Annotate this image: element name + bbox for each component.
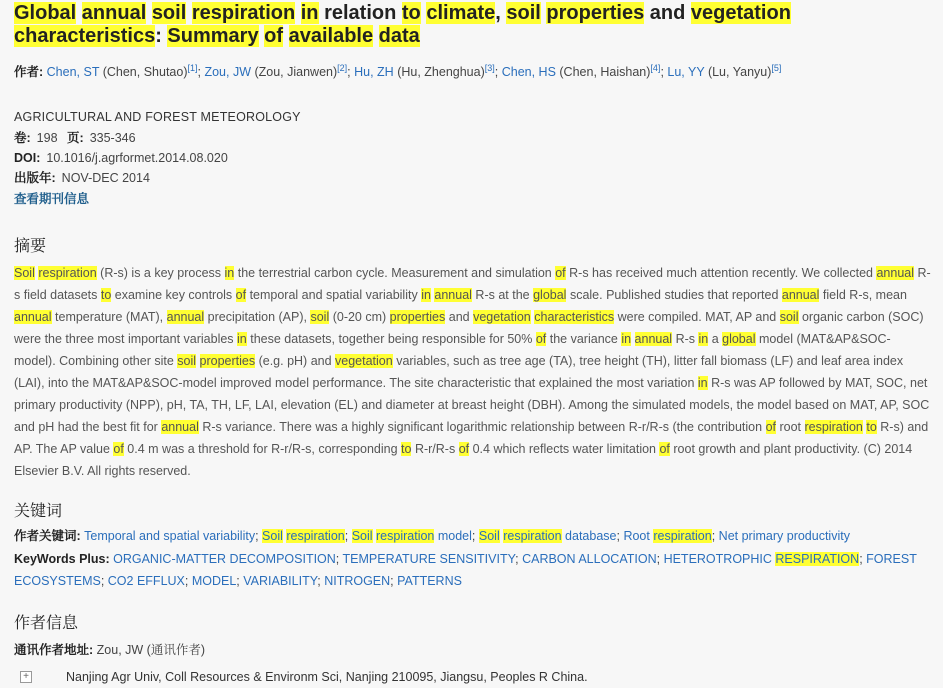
author-ref-link[interactable]: [5]	[771, 63, 782, 73]
highlighted-term: respiration	[286, 529, 345, 543]
text-run: model (MAT&AP&SOC-model). Combining other site	[14, 332, 891, 368]
date-label: 出版年:	[14, 171, 56, 185]
highlighted-term: data	[378, 25, 420, 47]
doi-row	[14, 148, 929, 168]
text-run	[146, 2, 152, 24]
highlighted-term: respiration	[38, 266, 97, 280]
highlighted-term: characteristics	[14, 25, 156, 47]
author-full-name: (Hu, Zhenghua)	[393, 65, 485, 79]
highlighted-term: properties	[389, 310, 446, 324]
highlighted-term: of	[555, 266, 566, 280]
author-full-name: (Lu, Yanyu)	[704, 65, 772, 79]
text-run: and	[445, 310, 474, 324]
text-run: R-s has received much attention recently. We collected	[565, 266, 877, 280]
highlighted-term: vegetation	[690, 2, 791, 24]
authors-line	[14, 64, 929, 80]
text-run: scale. Published studies that reported	[566, 288, 782, 302]
separator: ;	[344, 529, 352, 543]
separator: ;	[317, 574, 325, 588]
text-run: HETEROTROPHIC	[663, 552, 776, 566]
keyword-link[interactable]	[343, 552, 516, 566]
text-run	[186, 2, 192, 24]
separator: ;	[347, 65, 355, 79]
volume-label: 卷:	[14, 131, 31, 145]
text-run: organic carbon (SOC) were the three most important variables	[14, 310, 924, 346]
text-run: (0-20 cm)	[329, 310, 390, 324]
highlighted-term: of	[535, 332, 547, 346]
text-run: the variance	[546, 332, 622, 346]
reprint-value: Zou, JW (通讯作者)	[96, 643, 205, 657]
text-run: database	[561, 529, 617, 543]
address-text: Nanjing Agr Univ, Coll Resources & Environm Sci, Nanjing 210095, Jiangsu, Peoples R China.	[66, 670, 588, 684]
highlighted-term: characteristics	[534, 310, 615, 324]
highlighted-term: global	[722, 332, 756, 346]
highlighted-term: respiration	[653, 529, 712, 543]
highlighted-term: annual	[14, 310, 52, 324]
text-run: (e.g. pH) and	[255, 354, 336, 368]
highlighted-term: Global	[14, 2, 77, 24]
publication-meta	[14, 128, 929, 188]
text-run: Net primary productivity	[718, 529, 850, 543]
highlighted-term: respiration	[503, 529, 562, 543]
highlighted-term: soil	[177, 354, 197, 368]
separator: ;	[656, 552, 664, 566]
text-run: VARIABILITY	[243, 574, 318, 588]
separator: ;	[184, 574, 192, 588]
author-ref-link[interactable]: [2]	[337, 63, 348, 73]
text-run: Root	[623, 529, 654, 543]
view-journal-link[interactable]: 查看期刊信息	[14, 192, 90, 206]
separator: ;	[255, 529, 263, 543]
highlighted-term: soil	[506, 2, 541, 24]
highlighted-term: in	[224, 266, 235, 280]
keyword-link[interactable]	[84, 529, 255, 543]
keywords-plus-row	[14, 548, 929, 592]
keyword-link[interactable]	[113, 552, 336, 566]
reprint-label: 通讯作者地址:	[14, 643, 94, 657]
highlighted-term: in	[698, 332, 709, 346]
journal-name: AGRICULTURAL AND FOREST METEOROLOGY	[14, 110, 301, 124]
author-link[interactable]: Chen, ST	[46, 65, 100, 79]
volume-row	[14, 128, 929, 148]
text-run: R-s	[672, 332, 699, 346]
author-full-name: (Chen, Shutao)	[99, 65, 188, 79]
highlighted-term: in	[421, 288, 431, 302]
separator: ;	[515, 552, 523, 566]
volume-value: 198	[36, 131, 58, 145]
date-row	[14, 168, 929, 188]
authors-list	[47, 65, 782, 79]
text-run: Temporal and spatial variability	[84, 529, 256, 543]
text-run: R-s at the	[471, 288, 534, 302]
text-run: root growth and plant productivity. (C) 2014 Elsevier B.V. All rights reserved.	[14, 442, 913, 478]
separator: ;	[100, 574, 108, 588]
author-link[interactable]: Hu, ZH	[354, 65, 394, 79]
text-run: R-s variance. There was a highly significant logarithmic relationship between R-r/R-s (the contribution	[198, 420, 766, 434]
highlighted-term: Soil	[478, 529, 500, 543]
highlighted-term: available	[288, 25, 374, 47]
separator: ;	[197, 65, 205, 79]
separator: ;	[494, 65, 502, 79]
highlighted-term: to	[401, 2, 421, 24]
text-run: R-s field datasets	[14, 266, 931, 302]
text-run: :	[155, 25, 168, 47]
address-row	[14, 670, 929, 684]
highlighted-term: in	[621, 332, 632, 346]
separator: ;	[859, 552, 867, 566]
highlighted-term: RESPIRATION	[775, 552, 860, 566]
text-run: 0.4 which reflects water limitation	[469, 442, 660, 456]
text-run: model	[434, 529, 472, 543]
keywords-plus-label: KeyWords Plus:	[14, 552, 110, 566]
highlighted-term: soil	[151, 2, 187, 24]
highlighted-term: vegetation	[473, 310, 531, 324]
keyword-link[interactable]	[719, 529, 850, 543]
text-run: relation	[318, 2, 402, 24]
highlighted-term: of	[765, 420, 776, 434]
text-run	[196, 354, 199, 368]
keyword-link[interactable]	[108, 574, 185, 588]
highlighted-term: to	[866, 420, 877, 434]
separator: ;	[390, 574, 398, 588]
text-run: ,	[495, 2, 507, 24]
separator: ;	[711, 529, 719, 543]
highlighted-term: to	[100, 288, 112, 302]
text-run: R-s) and AP. The AP value	[14, 420, 929, 456]
highlighted-term: annual	[161, 420, 199, 434]
highlighted-term: vegetation	[335, 354, 393, 368]
keyword-link[interactable]	[243, 574, 317, 588]
author-keywords-label: 作者关键词:	[14, 529, 81, 543]
highlighted-term: annual	[81, 2, 147, 24]
separator: ;	[471, 529, 479, 543]
text-run	[283, 25, 289, 47]
author-full-name: (Chen, Haishan)	[555, 65, 651, 79]
author-link[interactable]: Lu, YY	[667, 65, 705, 79]
text-run: NITROGEN	[324, 574, 391, 588]
author-link[interactable]: Zou, JW	[204, 65, 251, 79]
text-run: CO2 EFFLUX	[107, 574, 185, 588]
text-run: were compiled. MAT, AP and	[614, 310, 780, 324]
highlighted-term: soil	[310, 310, 330, 324]
text-run	[373, 25, 379, 47]
highlighted-term: properties	[199, 354, 256, 368]
reprint-address-row	[14, 640, 929, 658]
highlighted-term: annual	[876, 266, 915, 280]
author-link[interactable]: Chen, HS	[501, 65, 556, 79]
text-run: precipitation (AP),	[204, 310, 311, 324]
text-run: R-r/R-s	[411, 442, 459, 456]
author-ref-link[interactable]: [3]	[484, 63, 495, 73]
text-run: a	[708, 332, 723, 346]
highlighted-term: respiration	[191, 2, 296, 24]
text-run: temporal and spatial variability	[246, 288, 422, 302]
text-run: the terrestrial carbon cycle. Measurement and simulation	[234, 266, 556, 280]
separator: ;	[616, 529, 624, 543]
highlighted-term: annual	[781, 288, 820, 302]
highlighted-term: to	[401, 442, 412, 456]
author-full-name: (Zou, Jianwen)	[251, 65, 338, 79]
keyword-link[interactable]	[352, 529, 472, 543]
highlighted-term: climate	[426, 2, 496, 24]
keyword-link[interactable]	[623, 529, 711, 543]
highlighted-term: respiration	[804, 420, 863, 434]
pages-label: 页:	[67, 131, 84, 145]
highlighted-term: of	[458, 442, 470, 456]
separator: ;	[236, 574, 244, 588]
doi-label: DOI:	[14, 151, 41, 165]
article-title	[14, 0, 929, 48]
highlighted-term: in	[697, 376, 708, 390]
text-run: root	[776, 420, 805, 434]
keyword-link[interactable]	[479, 529, 617, 543]
text-run	[295, 2, 301, 24]
text-run	[76, 2, 82, 24]
keyword-link[interactable]	[262, 529, 345, 543]
abstract-heading: 摘要	[14, 238, 47, 255]
highlighted-term: of	[235, 288, 247, 302]
highlighted-term: of	[113, 442, 124, 456]
highlighted-term: Soil	[262, 529, 283, 543]
highlighted-term: of	[659, 442, 670, 456]
text-run: examine key controls	[111, 288, 236, 302]
text-run: TEMPERATURE SENSITIVITY	[342, 552, 516, 566]
text-run: 0.4 m was a threshold for R-r/R-s, corresponding	[123, 442, 402, 456]
keyword-link[interactable]	[397, 574, 462, 588]
text-run: temperature (MAT),	[51, 310, 167, 324]
highlighted-term: global	[533, 288, 567, 302]
doi-value: 10.1016/j.agrformet.2014.08.020	[46, 151, 228, 165]
highlighted-term: Soil	[351, 529, 373, 543]
text-run: MODEL	[191, 574, 237, 588]
separator: ;	[335, 552, 343, 566]
text-run: R-s was AP followed by MAT, SOC, net primary productivity (NPP), pH, TA, TH, LF, LAI, elevation (EL) and diameter at breast height (DBH). Among the simulated models, the model based on MAT, AP, SOC and pH had the best fit for	[14, 376, 930, 434]
text-run: these datasets, together being responsible for 50%	[246, 332, 536, 346]
text-run: PATTERNS	[397, 574, 462, 588]
text-run: field R-s, mean	[819, 288, 907, 302]
pages-value: 335-346	[89, 131, 136, 145]
text-run: (R-s) is a key process	[96, 266, 225, 280]
highlighted-term: annual	[434, 288, 472, 302]
author-keywords-list	[84, 529, 850, 543]
author-ref-link[interactable]: [4]	[650, 63, 661, 73]
author-keywords-row	[14, 525, 929, 547]
author-info-heading: 作者信息	[14, 615, 79, 632]
text-run: ORGANIC-MATTER DECOMPOSITION	[113, 552, 336, 566]
date-value: NOV-DEC 2014	[61, 171, 150, 185]
keywords-plus-list	[14, 552, 917, 588]
highlighted-term: in	[300, 2, 319, 24]
highlighted-term: in	[237, 332, 247, 346]
text-run: and	[644, 2, 691, 24]
keyword-link[interactable]	[324, 574, 390, 588]
text-run: variables, such as tree age (TA), tree height (TH), litter fall biomass (LF) and leaf area index (LAI), into the MAT&AP&SOC-model improved model performance. The site characteristic that explained the most variation	[14, 354, 904, 390]
expand-icon[interactable]: +	[20, 671, 32, 683]
keywords-heading: 关键词	[14, 503, 63, 520]
text-run: FOREST ECOSYSTEMS	[14, 552, 917, 588]
highlighted-term: of	[264, 25, 284, 47]
keyword-link[interactable]	[522, 552, 657, 566]
separator: ;	[660, 65, 668, 79]
text-run: CARBON ALLOCATION	[522, 552, 657, 566]
highlighted-term: annual	[166, 310, 205, 324]
highlighted-term: properties	[546, 2, 645, 24]
abstract-text	[14, 262, 932, 482]
authors-label: 作者:	[14, 65, 44, 79]
highlighted-term: Soil	[14, 266, 35, 280]
highlighted-term: Summary	[167, 25, 259, 47]
author-ref-link[interactable]: [1]	[187, 63, 198, 73]
keyword-link[interactable]	[664, 552, 860, 566]
highlighted-term: soil	[779, 310, 799, 324]
keyword-link[interactable]	[192, 574, 236, 588]
highlighted-term: annual	[634, 332, 673, 346]
highlighted-term: respiration	[376, 529, 435, 543]
